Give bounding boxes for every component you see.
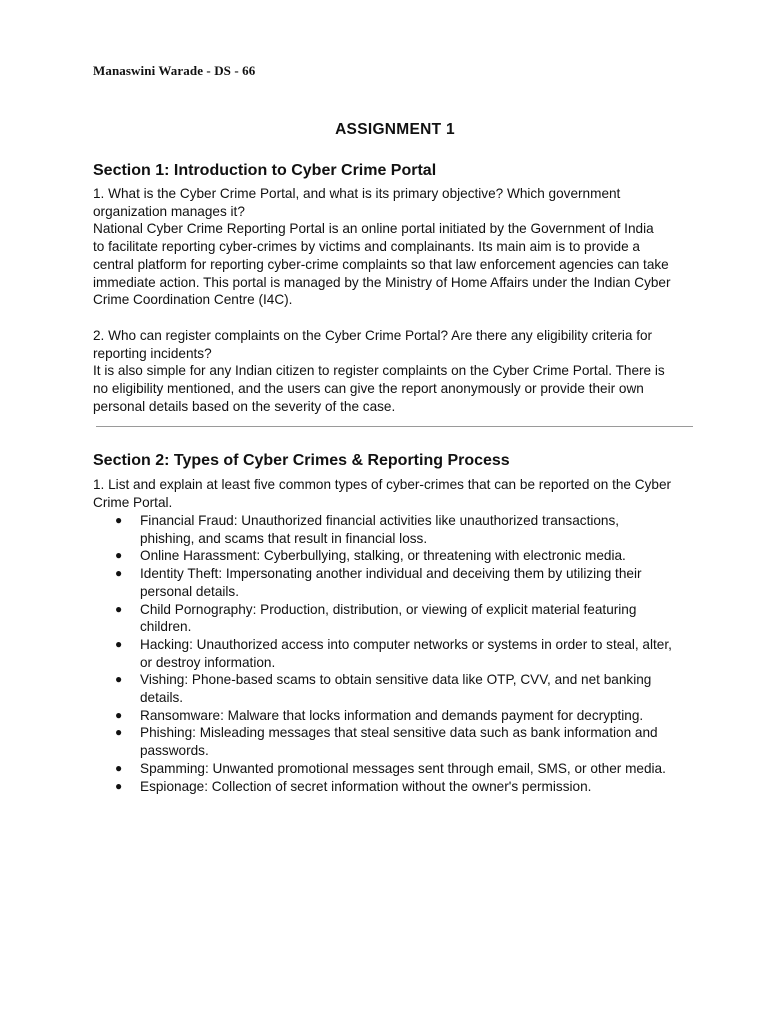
text-line: personal details based on the severity of the case. bbox=[93, 398, 396, 414]
cyber-crime-types-list bbox=[93, 512, 713, 795]
text-line: 1. List and explain at least five common types of cyber-crimes that can be reported on the Cyber bbox=[93, 477, 672, 492]
list-item-text: children. bbox=[140, 619, 192, 635]
list-item-text: Spamming: Unwanted promotional messages sent through email, SMS, or other media. bbox=[140, 760, 666, 776]
list-item bbox=[93, 778, 713, 796]
bullet-icon: ● bbox=[115, 601, 123, 616]
section-1-heading: Section 1: Introduction to Cyber Crime Portal bbox=[93, 162, 437, 179]
list-item bbox=[93, 671, 713, 706]
bullet-icon: ● bbox=[115, 566, 123, 581]
list-item bbox=[93, 547, 713, 565]
list-item-text: details. bbox=[140, 690, 184, 706]
list-item-text: Financial Fraud: Unauthorized financial activities like unauthorized transactions, bbox=[140, 513, 620, 528]
text-line: Crime Portal. bbox=[93, 494, 173, 510]
text-line: It is also simple for any Indian citizen to register complaints on the Cyber Crime Portal. There is bbox=[93, 363, 665, 379]
text-line: reporting incidents? bbox=[93, 345, 212, 361]
section-2-question-1 bbox=[93, 476, 708, 511]
list-item-text: Identity Theft: Impersonating another individual and deceiving them by utilizing their bbox=[140, 566, 642, 582]
text-line: Crime Coordination Centre (I4C). bbox=[93, 292, 293, 308]
text-line: 1. What is the Cyber Crime Portal, and what is its primary objective? Which government bbox=[93, 186, 621, 201]
text-line: National Cyber Crime Reporting Portal is an online portal initiated by the Government of India bbox=[93, 221, 654, 237]
bullet-icon: ● bbox=[115, 725, 123, 740]
list-item bbox=[93, 601, 713, 636]
list-item-text: Espionage: Collection of secret information without the owner's permission. bbox=[140, 778, 592, 794]
bullet-icon: ● bbox=[115, 672, 123, 687]
bullet-icon: ● bbox=[115, 636, 123, 651]
list-item bbox=[93, 724, 713, 759]
bullet-icon: ● bbox=[115, 778, 123, 793]
bullet-icon: ● bbox=[115, 513, 123, 527]
list-item-text: Vishing: Phone-based scams to obtain sensitive data like OTP, CVV, and net banking bbox=[140, 672, 652, 688]
text-line: immediate action. This portal is managed by the Ministry of Home Affairs under the Indian Cyber bbox=[93, 274, 671, 290]
section-1-question-1 bbox=[93, 185, 708, 309]
list-item-text: phishing, and scams that result in financial loss. bbox=[140, 530, 428, 546]
list-item-text: passwords. bbox=[140, 743, 209, 759]
list-item-text: Ransomware: Malware that locks information and demands payment for decrypting. bbox=[140, 707, 644, 723]
list-item-text: Online Harassment: Cyberbullying, stalking, or threatening with electronic media. bbox=[140, 548, 626, 564]
section-2-heading: Section 2: Types of Cyber Crimes & Reporting Process bbox=[93, 452, 510, 469]
bullet-icon: ● bbox=[115, 707, 123, 722]
list-item bbox=[93, 760, 713, 778]
bullet-icon: ● bbox=[115, 760, 123, 775]
list-item-text: Child Pornography: Production, distribution, or viewing of explicit material featuring bbox=[140, 601, 637, 617]
author-line: Manaswini Warade - DS - 66 bbox=[93, 63, 256, 78]
text-line: organization manages it? bbox=[93, 203, 245, 219]
list-item bbox=[93, 636, 713, 671]
bullet-icon: ● bbox=[115, 548, 123, 563]
text-line: 2. Who can register complaints on the Cyber Crime Portal? Are there any eligibility criteria for bbox=[93, 328, 653, 343]
text-line: to facilitate reporting cyber-crimes by victims and complainants. Its main aim is to provide a bbox=[93, 239, 640, 255]
list-item bbox=[93, 707, 713, 725]
text-line: no eligibility mentioned, and the users can give the report anonymously or provide their own bbox=[93, 381, 644, 397]
list-item bbox=[93, 565, 713, 600]
list-item-text: Hacking: Unauthorized access into computer networks or systems in order to steal, alter, bbox=[140, 636, 672, 652]
list-item-text: personal details. bbox=[140, 583, 239, 599]
horizontal-divider bbox=[96, 426, 693, 427]
list-item bbox=[93, 512, 713, 547]
section-1-question-2 bbox=[93, 327, 708, 416]
list-item-text: or destroy information. bbox=[140, 654, 276, 670]
document-title: ASSIGNMENT 1 bbox=[335, 121, 455, 138]
text-line: central platform for reporting cyber-crime complaints so that law enforcement agencies can take bbox=[93, 256, 669, 272]
list-item-text: Phishing: Misleading messages that steal sensitive data such as bank information and bbox=[140, 725, 658, 741]
